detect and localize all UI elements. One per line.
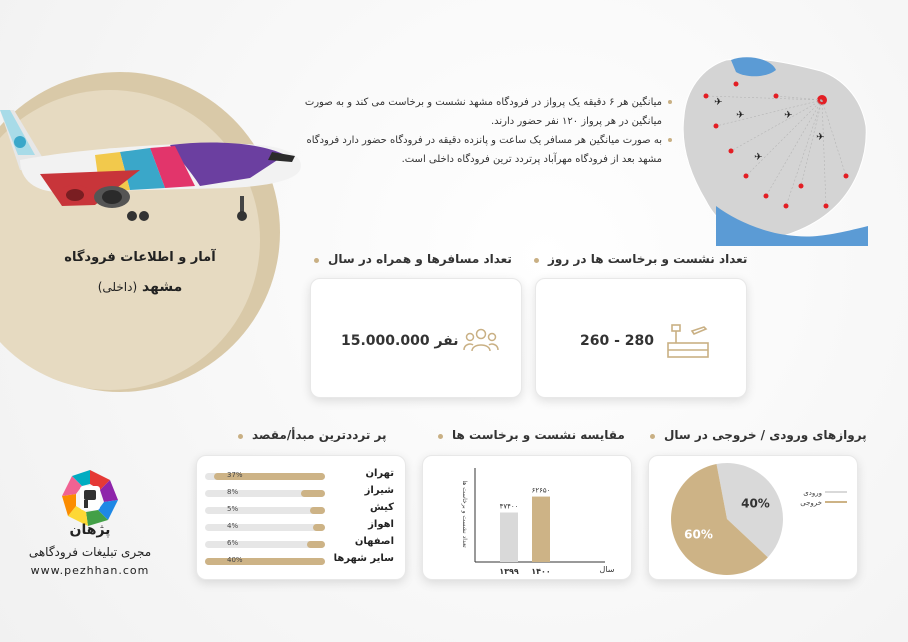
destination-bar-track bbox=[205, 490, 325, 497]
pie-title: پروازهای ورودی / خروجی در سال bbox=[664, 428, 867, 442]
svg-text:✈: ✈ bbox=[736, 110, 745, 121]
daily-flights-card bbox=[535, 278, 747, 398]
legend-outbound-label: خروجی bbox=[800, 499, 822, 507]
brand-url[interactable]: www.pezhhan.com bbox=[30, 564, 150, 577]
destination-row bbox=[197, 519, 402, 534]
destination-bar bbox=[301, 490, 325, 497]
passengers-card bbox=[310, 278, 522, 398]
destination-row bbox=[197, 553, 402, 568]
destination-row bbox=[197, 485, 402, 500]
destination-pct: 6% bbox=[227, 539, 239, 547]
title-line-2 bbox=[40, 279, 240, 295]
svg-text:✈: ✈ bbox=[784, 110, 793, 121]
svg-text:✈: ✈ bbox=[714, 97, 723, 108]
airplane-illustration bbox=[0, 100, 310, 225]
destination-pct: 4% bbox=[227, 522, 239, 530]
iran-flight-map bbox=[676, 56, 868, 246]
comparison-y-label: تعداد نشست و برخاست ها bbox=[461, 480, 468, 548]
bullet-item: به صورت میانگین هر مسافر یک ساعت و پانزده دقیقه در فرودگاه حضور دارد فرودگاه مشهد بعد از فرودگاه مهرآباد پرتردد ترین فرودگاه داخلی است. bbox=[300, 131, 672, 169]
daily-flights-title: تعداد نشست و برخاست ها در روز bbox=[548, 252, 748, 266]
destination-bar-track bbox=[205, 524, 325, 531]
pie-chart bbox=[649, 456, 859, 581]
comparison-chart-card bbox=[422, 455, 632, 580]
destination-name: کیش bbox=[369, 502, 394, 513]
passengers-title: تعداد مسافرها و همراه در سال bbox=[328, 252, 512, 266]
people-icon bbox=[463, 327, 499, 353]
daily-flights-value: 260 - 280 bbox=[580, 333, 655, 349]
destinations-card bbox=[196, 455, 406, 580]
destination-row bbox=[197, 536, 402, 551]
destination-pct: 37% bbox=[227, 471, 243, 479]
destination-bar-track bbox=[205, 507, 325, 514]
destination-bar bbox=[313, 524, 325, 531]
brand-name: پژهان bbox=[69, 522, 111, 538]
destination-bar-track bbox=[205, 558, 325, 565]
destination-bar bbox=[307, 541, 325, 548]
title-line-1: آمار و اطلاعات فرودگاه bbox=[64, 250, 216, 265]
bullet-list bbox=[300, 93, 672, 169]
svg-text:✈: ✈ bbox=[754, 152, 763, 163]
destination-pct: 40% bbox=[227, 556, 243, 564]
bullet-item: میانگین هر ۶ دقیقه یک پرواز در فرودگاه مشهد نشست و برخاست می کند و به صورت میانگین در هر پرواز ۱۲۰ نفر حضور دارند. bbox=[300, 93, 672, 131]
destination-row bbox=[197, 502, 402, 517]
passengers-value: 15.000.000 نفر bbox=[341, 333, 459, 349]
bar-value-label-1400: ۶۲۶۵۰ bbox=[531, 486, 551, 495]
destination-name: اصفهان bbox=[354, 536, 394, 547]
bar-1400 bbox=[532, 497, 550, 562]
airport-title-box bbox=[40, 250, 240, 295]
pie-chart-card bbox=[648, 455, 858, 580]
bar-tick-1400: ۱۴۰۰ bbox=[531, 567, 551, 576]
control-tower-icon bbox=[664, 317, 712, 361]
legend-inbound-label: ورودی bbox=[803, 489, 822, 497]
pie-label-outbound: 60% bbox=[684, 527, 713, 542]
comparison-x-label: سال bbox=[599, 565, 615, 574]
destination-bar-track bbox=[205, 473, 325, 480]
bar-1399 bbox=[500, 512, 518, 562]
destination-bar bbox=[310, 507, 325, 514]
comparison-bar-chart bbox=[423, 456, 633, 581]
destination-name: تهران bbox=[365, 468, 394, 479]
city-name: مشهد bbox=[142, 279, 183, 295]
destination-name: اهواز bbox=[368, 519, 394, 530]
destinations-title: پر ترددترین مبدأ/مقصد bbox=[252, 428, 387, 442]
destination-name: شیراز bbox=[364, 485, 394, 496]
destination-pct: 8% bbox=[227, 488, 239, 496]
destination-bar-track bbox=[205, 541, 325, 548]
destination-bar bbox=[205, 558, 325, 565]
destination-name: سایر شهرها bbox=[333, 553, 394, 564]
svg-text:✈: ✈ bbox=[816, 132, 825, 143]
city-suffix: (داخلی) bbox=[97, 280, 138, 294]
destination-pct: 5% bbox=[227, 505, 239, 513]
destination-row bbox=[197, 468, 402, 483]
bar-value-label-1399: ۴۷۴۰۰ bbox=[499, 502, 519, 511]
comparison-title: مقایسه نشست و برخاست ها bbox=[452, 428, 625, 442]
brand-subtitle: مجری تبلیغات فرودگاهی bbox=[28, 545, 152, 559]
bar-tick-1399: ۱۳۹۹ bbox=[499, 567, 519, 576]
pezhhan-logo-icon bbox=[60, 468, 120, 528]
pie-label-inbound: 40% bbox=[741, 496, 770, 511]
